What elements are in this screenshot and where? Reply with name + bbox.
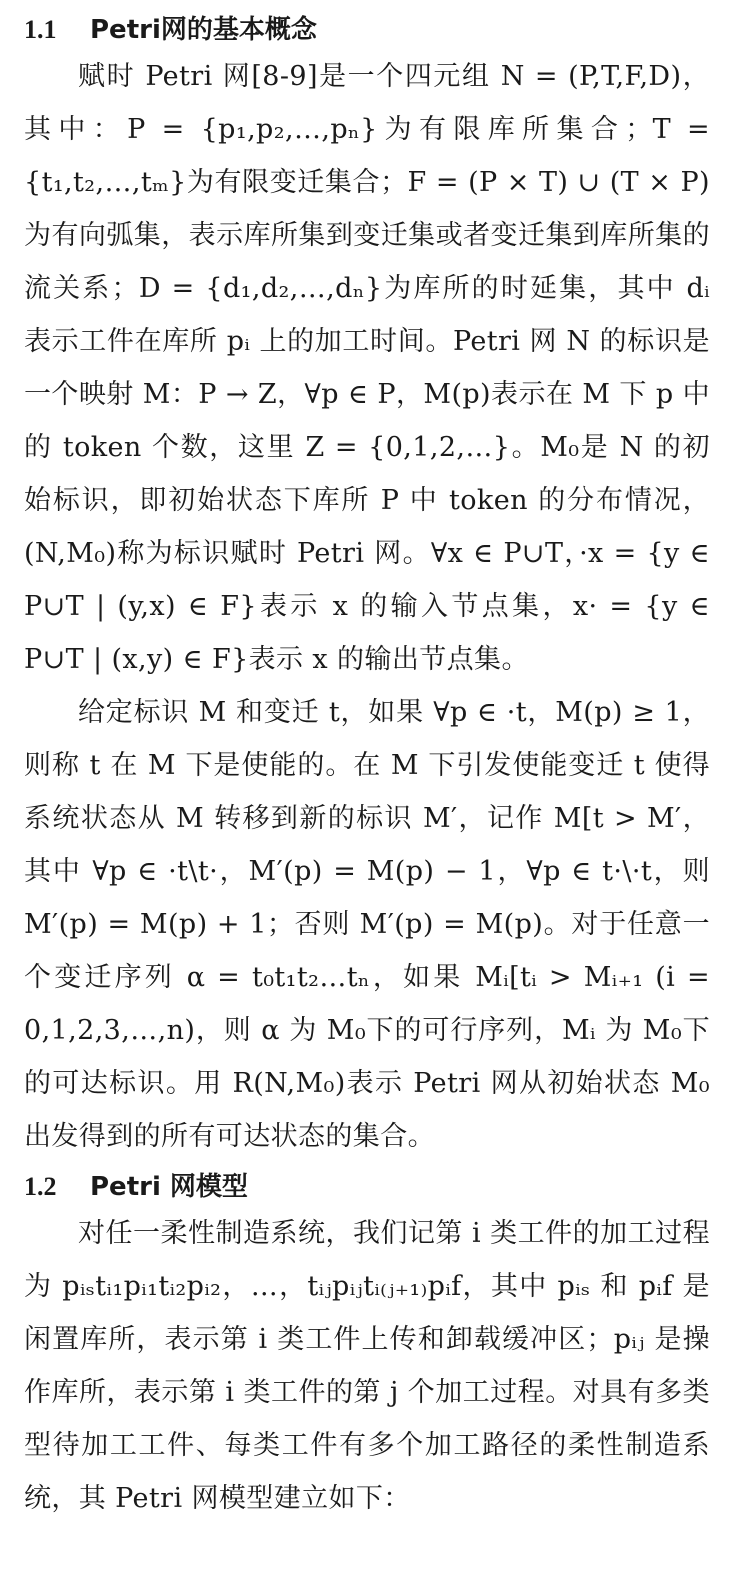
paragraph-definition: 赋时 Petri 网[8-9]是一个四元组 N = (P,T,F,D)，其中：P = {p₁,p₂,…,pₙ}为有限库所集合；T = {t₁,t₂,…,tₘ}为有限变迁集合；F = (P × T) ∪ (T × P)为有向弧集，表示库所集到变迁集或者变迁集到库所集的流关系；D = {d₁,d₂,…,dₙ}为库所的时延集，其中 dᵢ 表示工件在库所 pᵢ 上的加工时间。Petri 网 N 的标识是一个映射 M：P → Z，∀p ∈ P，M(p)表示在 M 下 p 中的 token 个数，这里 Z = {0,1,2,…}。M₀是 N 的初始标识，即初始状态下库所 P 中 token 的分布情况，(N,M₀)称为标识赋时 Petri 网。∀x ∈ P∪T，·x = {y ∈ P∪T | (y,x) ∈ F}表示 x 的输入节点集，x· = {y ∈ P∪T | (x,y) ∈ F}表示 x 的输出节点集。 xyxy=(24,61,710,675)
section-title: Petri网的基本概念 xyxy=(90,15,317,45)
paragraph-firing-rule: 给定标识 M 和变迁 t，如果 ∀p ∈ ·t，M(p) ≥ 1，则称 t 在 M 下是使能的。在 M 下引发使能变迁 t 使得系统状态从 M 转移到新的标识 M′，记作 M[t > M′，其中 ∀p ∈ ·t\t·，M′(p) = M(p) − 1，∀p ∈ t·\·t，则 M′(p) = M(p) + 1；否则 M′(p) = M(p)。对于任意一个变迁序列 α = t₀t₁t₂…tₙ，如果 Mᵢ[tᵢ > Mᵢ₊₁ (i = 0,1,2,3,…,n)，则 α 为 M₀下的可行序列，Mᵢ 为 M₀下的可达标识。用 R(N,M₀)表示 Petri 网从初始状态 M₀出发得到的所有可达状态的集合。 xyxy=(24,697,710,1152)
section-heading-1-1 xyxy=(24,10,710,50)
section-title: Petri 网模型 xyxy=(90,1172,248,1202)
paragraph-model: 对任一柔性制造系统，我们记第 i 类工件的加工过程为 pᵢₛtᵢ₁pᵢ₁tᵢ₂pᵢ₂，…，tᵢⱼpᵢⱼtᵢ₍ⱼ₊₁₎pᵢf，其中 pᵢₛ 和 pᵢf 是闲置库所，表示第 i 类工件上传和卸载缓冲区；pᵢⱼ 是操作库所，表示第 i 类工件的第 j 个加工过程。对具有多类型待加工工件、每类工件有多个加工路径的柔性制造系统，其 Petri 网模型建立如下： xyxy=(24,1218,710,1514)
section-heading-1-2 xyxy=(24,1167,710,1207)
section-number: 1.2 xyxy=(24,1172,57,1201)
section-number: 1.1 xyxy=(24,15,57,44)
